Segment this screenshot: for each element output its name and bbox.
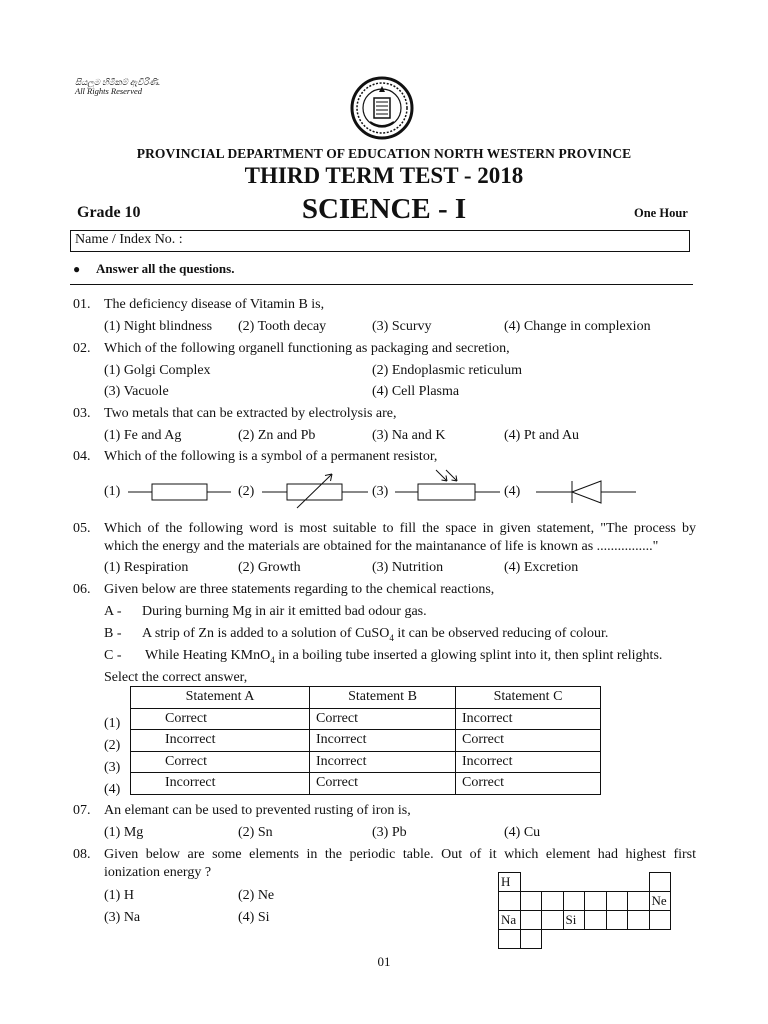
question-number: 03. bbox=[73, 406, 91, 421]
option-3: (3) Na bbox=[104, 910, 141, 925]
table-cell: Incorrect bbox=[131, 773, 310, 795]
grade-label: Grade 10 bbox=[77, 204, 141, 221]
option-1: (1) Fe and Ag bbox=[104, 428, 182, 443]
table-cell: Incorrect bbox=[456, 708, 601, 730]
option-1: (1) Mg bbox=[104, 825, 144, 840]
table-row bbox=[131, 708, 601, 730]
statement-a-label: A - bbox=[104, 604, 122, 619]
option-4: (4) Pt and Au bbox=[504, 428, 580, 443]
option-4: (4) Excretion bbox=[504, 560, 579, 575]
light-dependent-resistor-symbol bbox=[395, 470, 500, 500]
element-cell-h: H bbox=[499, 873, 521, 892]
table-cell: Incorrect bbox=[456, 751, 601, 773]
empty-cell bbox=[542, 892, 564, 911]
table-header-row bbox=[131, 687, 601, 709]
table-cell: Correct bbox=[456, 773, 601, 795]
subject-title: SCIENCE - I bbox=[301, 193, 467, 225]
question-text: Given below are some elements in the periodic table. Out of it which element had highest first bbox=[104, 847, 696, 862]
table-row bbox=[131, 773, 601, 795]
table-cell: Incorrect bbox=[310, 730, 456, 752]
question-number: 06. bbox=[73, 582, 91, 597]
department-title: PROVINCIAL DEPARTMENT OF EDUCATION NORTH WESTERN PROVINCE bbox=[136, 146, 632, 161]
periodic-table-fragment bbox=[498, 872, 671, 949]
option-4: (4) Cell Plasma bbox=[372, 384, 460, 399]
empty-cell bbox=[520, 911, 542, 930]
term-test-title: THIRD TERM TEST - 2018 bbox=[244, 163, 524, 188]
bullet-icon: ● bbox=[73, 262, 81, 276]
empty-cell bbox=[649, 911, 671, 930]
period-4-row bbox=[499, 930, 671, 949]
empty-cell bbox=[628, 892, 650, 911]
period-1-row bbox=[499, 873, 671, 892]
option-1: (1) Night blindness bbox=[104, 319, 213, 334]
option-3: (3) Pb bbox=[372, 825, 407, 840]
question-text-cont: which the energy and the materials are obtained for the maintanance of life is known as ................" bbox=[104, 539, 659, 554]
table-cell: Incorrect bbox=[131, 730, 310, 752]
element-cell-si: Si bbox=[563, 911, 585, 930]
question-text: Which of the following word is most suitable to fill the space in given statement, "The process by bbox=[104, 521, 696, 536]
element-cell-ne: Ne bbox=[649, 892, 671, 911]
question-text: Which of the following is a symbol of a permanent resistor, bbox=[104, 449, 438, 464]
empty-cell bbox=[499, 930, 521, 949]
select-instruction: Select the correct answer, bbox=[104, 670, 248, 685]
option-1: (1) bbox=[104, 484, 121, 499]
question-number: 01. bbox=[73, 297, 91, 312]
table-cell: Correct bbox=[310, 773, 456, 795]
question-number: 07. bbox=[73, 803, 91, 818]
table-cell: Correct bbox=[456, 730, 601, 752]
empty-cell bbox=[606, 892, 628, 911]
question-text: The deficiency disease of Vitamin B is, bbox=[104, 297, 325, 312]
period-2-row bbox=[499, 892, 671, 911]
duration-label: One Hour bbox=[634, 206, 688, 220]
question-number: 05. bbox=[73, 521, 91, 536]
empty-cell bbox=[520, 892, 542, 911]
statement-b-text: A strip of Zn is added to a solution of CuSO$_4$ it can be observed reducing of colour. bbox=[142, 626, 609, 643]
empty-cell bbox=[520, 930, 542, 949]
rights-english: All Rights Reserved bbox=[75, 86, 143, 96]
statement-c-label: C - bbox=[104, 648, 122, 663]
option-2: (2) Ne bbox=[238, 888, 275, 903]
table-cell: Incorrect bbox=[310, 751, 456, 773]
element-cell-na: Na bbox=[499, 911, 521, 930]
option-3: (3) Vacuole bbox=[104, 384, 169, 399]
option-2: (2) Growth bbox=[238, 560, 301, 575]
option-4: (4) Change in complexion bbox=[504, 319, 651, 334]
fixed-resistor-symbol bbox=[128, 484, 231, 500]
header-statement-c: Statement C bbox=[456, 687, 601, 709]
question-text: An elemant can be used to prevented rusting of iron is, bbox=[104, 803, 411, 818]
statement-a-text: During burning Mg in air it emitted bad odour gas. bbox=[142, 604, 427, 619]
name-index-label: Name / Index No. : bbox=[75, 232, 183, 247]
question-text: Which of the following organell functioning as packaging and secretion, bbox=[104, 341, 510, 356]
empty-cell bbox=[649, 873, 671, 892]
empty-cell bbox=[499, 892, 521, 911]
option-1: (1) Respiration bbox=[104, 560, 189, 575]
rights-sinhala: සියලුම හිමිකම් ඇවිරිණි. bbox=[75, 77, 161, 87]
option-2: (2) Sn bbox=[238, 825, 273, 840]
option-4: (4) bbox=[504, 484, 521, 499]
option-2: (2) Endoplasmic reticulum bbox=[372, 363, 523, 378]
statement-b-label: B - bbox=[104, 626, 122, 641]
statement-c-text: While Heating KMnO$_4$ in a boiling tube inserted a glowing splint into it, then splint relights. bbox=[145, 648, 663, 665]
option-1: (1) H bbox=[104, 888, 134, 903]
empty-cell bbox=[585, 911, 607, 930]
header-statement-b: Statement B bbox=[310, 687, 456, 709]
table-cell: Correct bbox=[310, 708, 456, 730]
table-row bbox=[131, 751, 601, 773]
empty-cell bbox=[542, 911, 564, 930]
option-4: (4) Cu bbox=[504, 825, 541, 840]
page-number: 01 bbox=[377, 954, 391, 969]
option-2: (2) bbox=[238, 484, 255, 499]
question-number: 02. bbox=[73, 341, 91, 356]
row-label: (2) bbox=[104, 738, 121, 753]
table-cell: Correct bbox=[131, 708, 310, 730]
table-row bbox=[131, 730, 601, 752]
option-3: (3) Scurvy bbox=[372, 319, 432, 334]
row-label: (3) bbox=[104, 760, 121, 775]
option-4: (4) Si bbox=[238, 910, 270, 925]
question-number: 08. bbox=[73, 847, 91, 862]
empty-cell bbox=[628, 911, 650, 930]
empty-cell bbox=[606, 911, 628, 930]
header-statement-a: Statement A bbox=[131, 687, 310, 709]
empty-cell bbox=[563, 892, 585, 911]
instruction-text: Answer all the questions. bbox=[96, 261, 235, 276]
question-number: 04. bbox=[73, 449, 91, 464]
table-cell: Correct bbox=[131, 751, 310, 773]
statements-table bbox=[130, 686, 601, 795]
period-3-row bbox=[499, 911, 671, 930]
question-text-cont: ionization energy ? bbox=[104, 865, 212, 880]
option-3: (3) Nutrition bbox=[372, 560, 444, 575]
empty-cell bbox=[585, 892, 607, 911]
option-2: (2) Tooth decay bbox=[238, 319, 327, 334]
diode-symbol bbox=[536, 481, 636, 503]
question-text: Given below are three statements regarding to the chemical reactions, bbox=[104, 582, 495, 597]
option-3: (3) bbox=[372, 484, 389, 499]
option-1: (1) Golgi Complex bbox=[104, 363, 211, 378]
option-3: (3) Na and K bbox=[372, 428, 446, 443]
option-2: (2) Zn and Pb bbox=[238, 428, 316, 443]
row-label: (1) bbox=[104, 716, 121, 731]
variable-resistor-symbol bbox=[262, 474, 368, 508]
question-text: Two metals that can be extracted by electrolysis are, bbox=[104, 406, 397, 421]
row-label: (4) bbox=[104, 782, 121, 797]
